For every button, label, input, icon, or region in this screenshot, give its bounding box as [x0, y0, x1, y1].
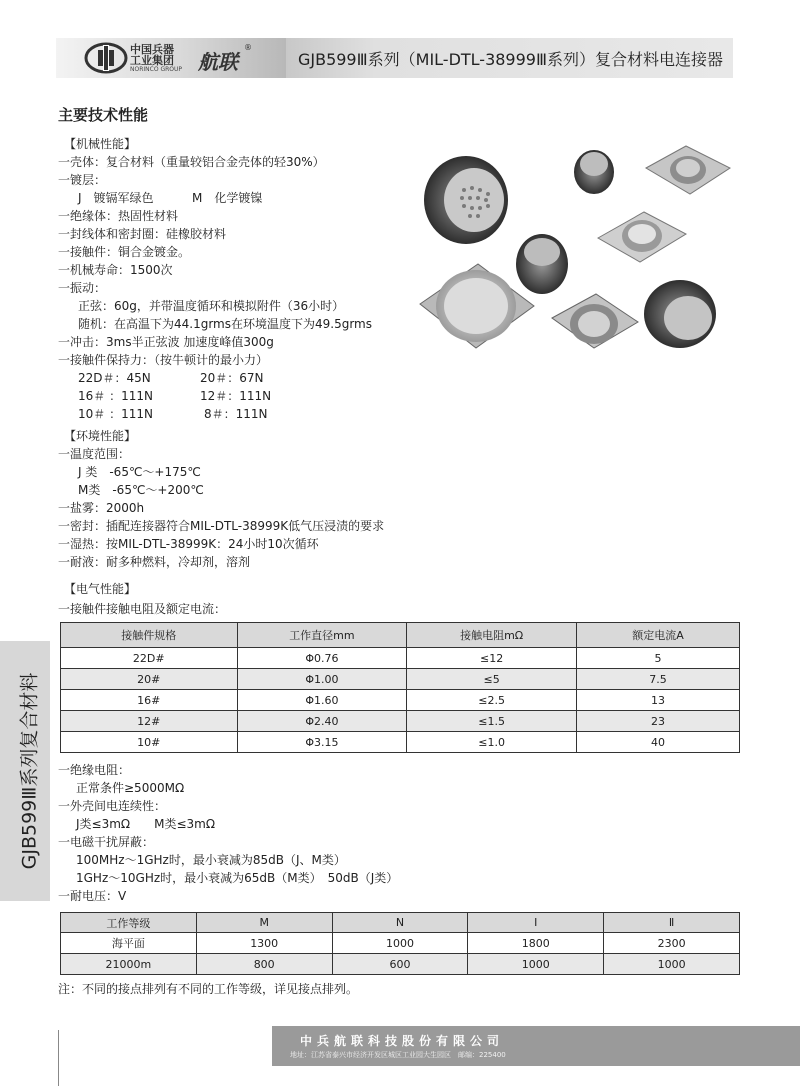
env-fluid: 一耐液：耐多种燃料，冷却剂，溶剂 [58, 555, 251, 569]
spec-plating-j: J 镀镉军绿色 [78, 191, 154, 205]
table-cell: Φ0.76 [237, 648, 407, 669]
contact-table-intro: 一接触件接触电阻及额定电流： [58, 602, 227, 616]
retention-22d: 22D＃：45N [78, 371, 151, 385]
retention-20: 20＃：67N [200, 371, 264, 385]
spec-vibration: 一振动： [58, 281, 107, 295]
side-tab-label: GJB599Ⅲ系列复合材料 [18, 672, 41, 870]
table-cell: 12# [61, 711, 238, 732]
retention-12: 12＃：111N [200, 389, 272, 403]
table-cell: 5 [577, 648, 740, 669]
table-header-row [61, 913, 740, 933]
spec-contact: 一接触件：铜合金镀金。 [58, 245, 191, 259]
retention-16: 16＃ ：111N [78, 389, 153, 403]
emi-line-2: 1GHz～10GHz时，最小衰减为65dB（M类） 50dB（J类） [76, 871, 399, 885]
table-row [61, 669, 740, 690]
table-cell: ≤2.5 [407, 690, 577, 711]
table-header-cell: N [332, 913, 468, 933]
electrical-heading: 【电气性能】 [64, 582, 137, 596]
table-cell: ≤1.0 [407, 732, 577, 753]
table-row [61, 690, 740, 711]
brand-name: 航联 [198, 50, 238, 74]
table-header-cell: I [468, 913, 604, 933]
env-seal: 一密封：插配连接器符合MIL-DTL-38999K低气压浸渍的要求 [58, 519, 385, 533]
page-footer [272, 1026, 800, 1066]
company-name: 中兵航联科技股份有限公司 [300, 1034, 505, 1048]
continuity-label: 一外壳间电连续性： [58, 799, 167, 813]
spec-life: 一机械寿命：1500次 [58, 263, 173, 277]
header-title-bar [286, 38, 733, 78]
table-cell: 1000 [332, 933, 468, 954]
env-temp-j: J 类 -65℃～+175℃ [78, 465, 201, 479]
voltage-label: 一耐电压：V [58, 889, 127, 903]
spec-random: 随机：在高温下为44.1grms在环境温度下为49.5grms [78, 317, 373, 331]
table-header-cell: 接触件规格 [61, 623, 238, 648]
env-salt: 一盐雾：2000h [58, 501, 145, 515]
env-humidity: 一湿热：按MIL-DTL-38999K：24小时10次循环 [58, 537, 319, 551]
table-row [61, 711, 740, 732]
table-header-row [61, 623, 740, 648]
table-header-cell: 额定电流A [577, 623, 740, 648]
spec-plating: 一镀层： [58, 173, 107, 187]
contact-resistance-table [60, 622, 740, 753]
table-cell: 海平面 [61, 933, 197, 954]
table-cell: 1800 [468, 933, 604, 954]
table-row [61, 732, 740, 753]
table-cell: 20# [61, 669, 238, 690]
table-header-cell: 工作等级 [61, 913, 197, 933]
table-cell: 21000m [61, 954, 197, 975]
retention-10: 10＃ ：111N [78, 407, 153, 421]
table-cell: 16# [61, 690, 238, 711]
side-tab [0, 641, 50, 901]
footnote: 注：不同的接点排列有不同的工作等级，详见接点排列。 [58, 982, 359, 996]
env-temp-m: M类 -65℃～+200℃ [78, 483, 204, 497]
spec-insulator: 一绝缘体：热固性材料 [58, 209, 179, 223]
table-cell: 1000 [468, 954, 604, 975]
company-address: 地址：江苏省泰兴市经济开发区城区工业园大生园区 邮编：225400 [290, 1051, 506, 1059]
env-temp: 一温度范围： [58, 447, 131, 461]
connector-product-photo [418, 138, 758, 400]
emi-label: 一电磁干扰屏蔽： [58, 835, 155, 849]
logo-block [56, 38, 286, 78]
table-row [61, 954, 740, 975]
table-cell: 600 [332, 954, 468, 975]
table-cell: 2300 [604, 933, 740, 954]
table-cell: ≤5 [407, 669, 577, 690]
table-cell: 1300 [196, 933, 332, 954]
table-cell: 22D# [61, 648, 238, 669]
table-cell: ≤1.5 [407, 711, 577, 732]
norinco-logo-icon [84, 42, 128, 74]
table-cell: 800 [196, 954, 332, 975]
insulation-value: 正常条件≥5000MΩ [76, 781, 185, 795]
retention-8: 8＃：111N [204, 407, 268, 421]
table-cell: 7.5 [577, 669, 740, 690]
spec-shock: 一冲击：3ms半正弦波 加速度峰值300g [58, 335, 274, 349]
section-title: 主要技术性能 [58, 106, 149, 124]
table-header-cell: Ⅱ [604, 913, 740, 933]
mechanical-heading: 【机械性能】 [64, 137, 137, 151]
footer-divider [58, 1030, 59, 1086]
spec-sine: 正弦：60g，并带温度循环和模拟附件（36小时） [78, 299, 345, 313]
table-cell: Φ1.60 [237, 690, 407, 711]
table-cell: Φ2.40 [237, 711, 407, 732]
table-cell: 13 [577, 690, 740, 711]
table-cell: ≤12 [407, 648, 577, 669]
emi-line-1: 100MHz～1GHz时，最小衰减为85dB（J、M类） [76, 853, 346, 867]
logo-en-text: NORINCO GROUP [130, 66, 183, 73]
spec-retention: 一接触件保持力：（按牛顿计的最小力） [58, 353, 269, 367]
continuity-value: J类≤3mΩ M类≤3mΩ [76, 817, 215, 831]
spec-shell: 一壳体：复合材料（重量较铝合金壳体的轻30%） [58, 155, 325, 169]
table-cell: 23 [577, 711, 740, 732]
environmental-heading: 【环境性能】 [64, 429, 137, 443]
table-header-cell: 工作直径mm [237, 623, 407, 648]
table-cell: 1000 [604, 954, 740, 975]
table-header-cell: M [196, 913, 332, 933]
registered-mark: ® [244, 43, 252, 52]
table-cell: 10# [61, 732, 238, 753]
page-header [56, 38, 733, 78]
insulation-label: 一绝缘电阻： [58, 763, 131, 777]
logo-cn-text: 中国兵器 工业集团 [130, 43, 174, 67]
table-header-cell: 接触电阻mΩ [407, 623, 577, 648]
voltage-table [60, 912, 740, 975]
table-cell: 40 [577, 732, 740, 753]
spec-seal: 一封线体和密封圈：硅橡胶材料 [58, 227, 227, 241]
table-row [61, 648, 740, 669]
spec-plating-m: M 化学镀镍 [192, 191, 263, 205]
table-cell: Φ1.00 [237, 669, 407, 690]
table-row [61, 933, 740, 954]
page-title: GJB599Ⅲ系列（MIL-DTL-38999Ⅲ系列）复合材料电连接器 [297, 50, 723, 69]
table-cell: Φ3.15 [237, 732, 407, 753]
